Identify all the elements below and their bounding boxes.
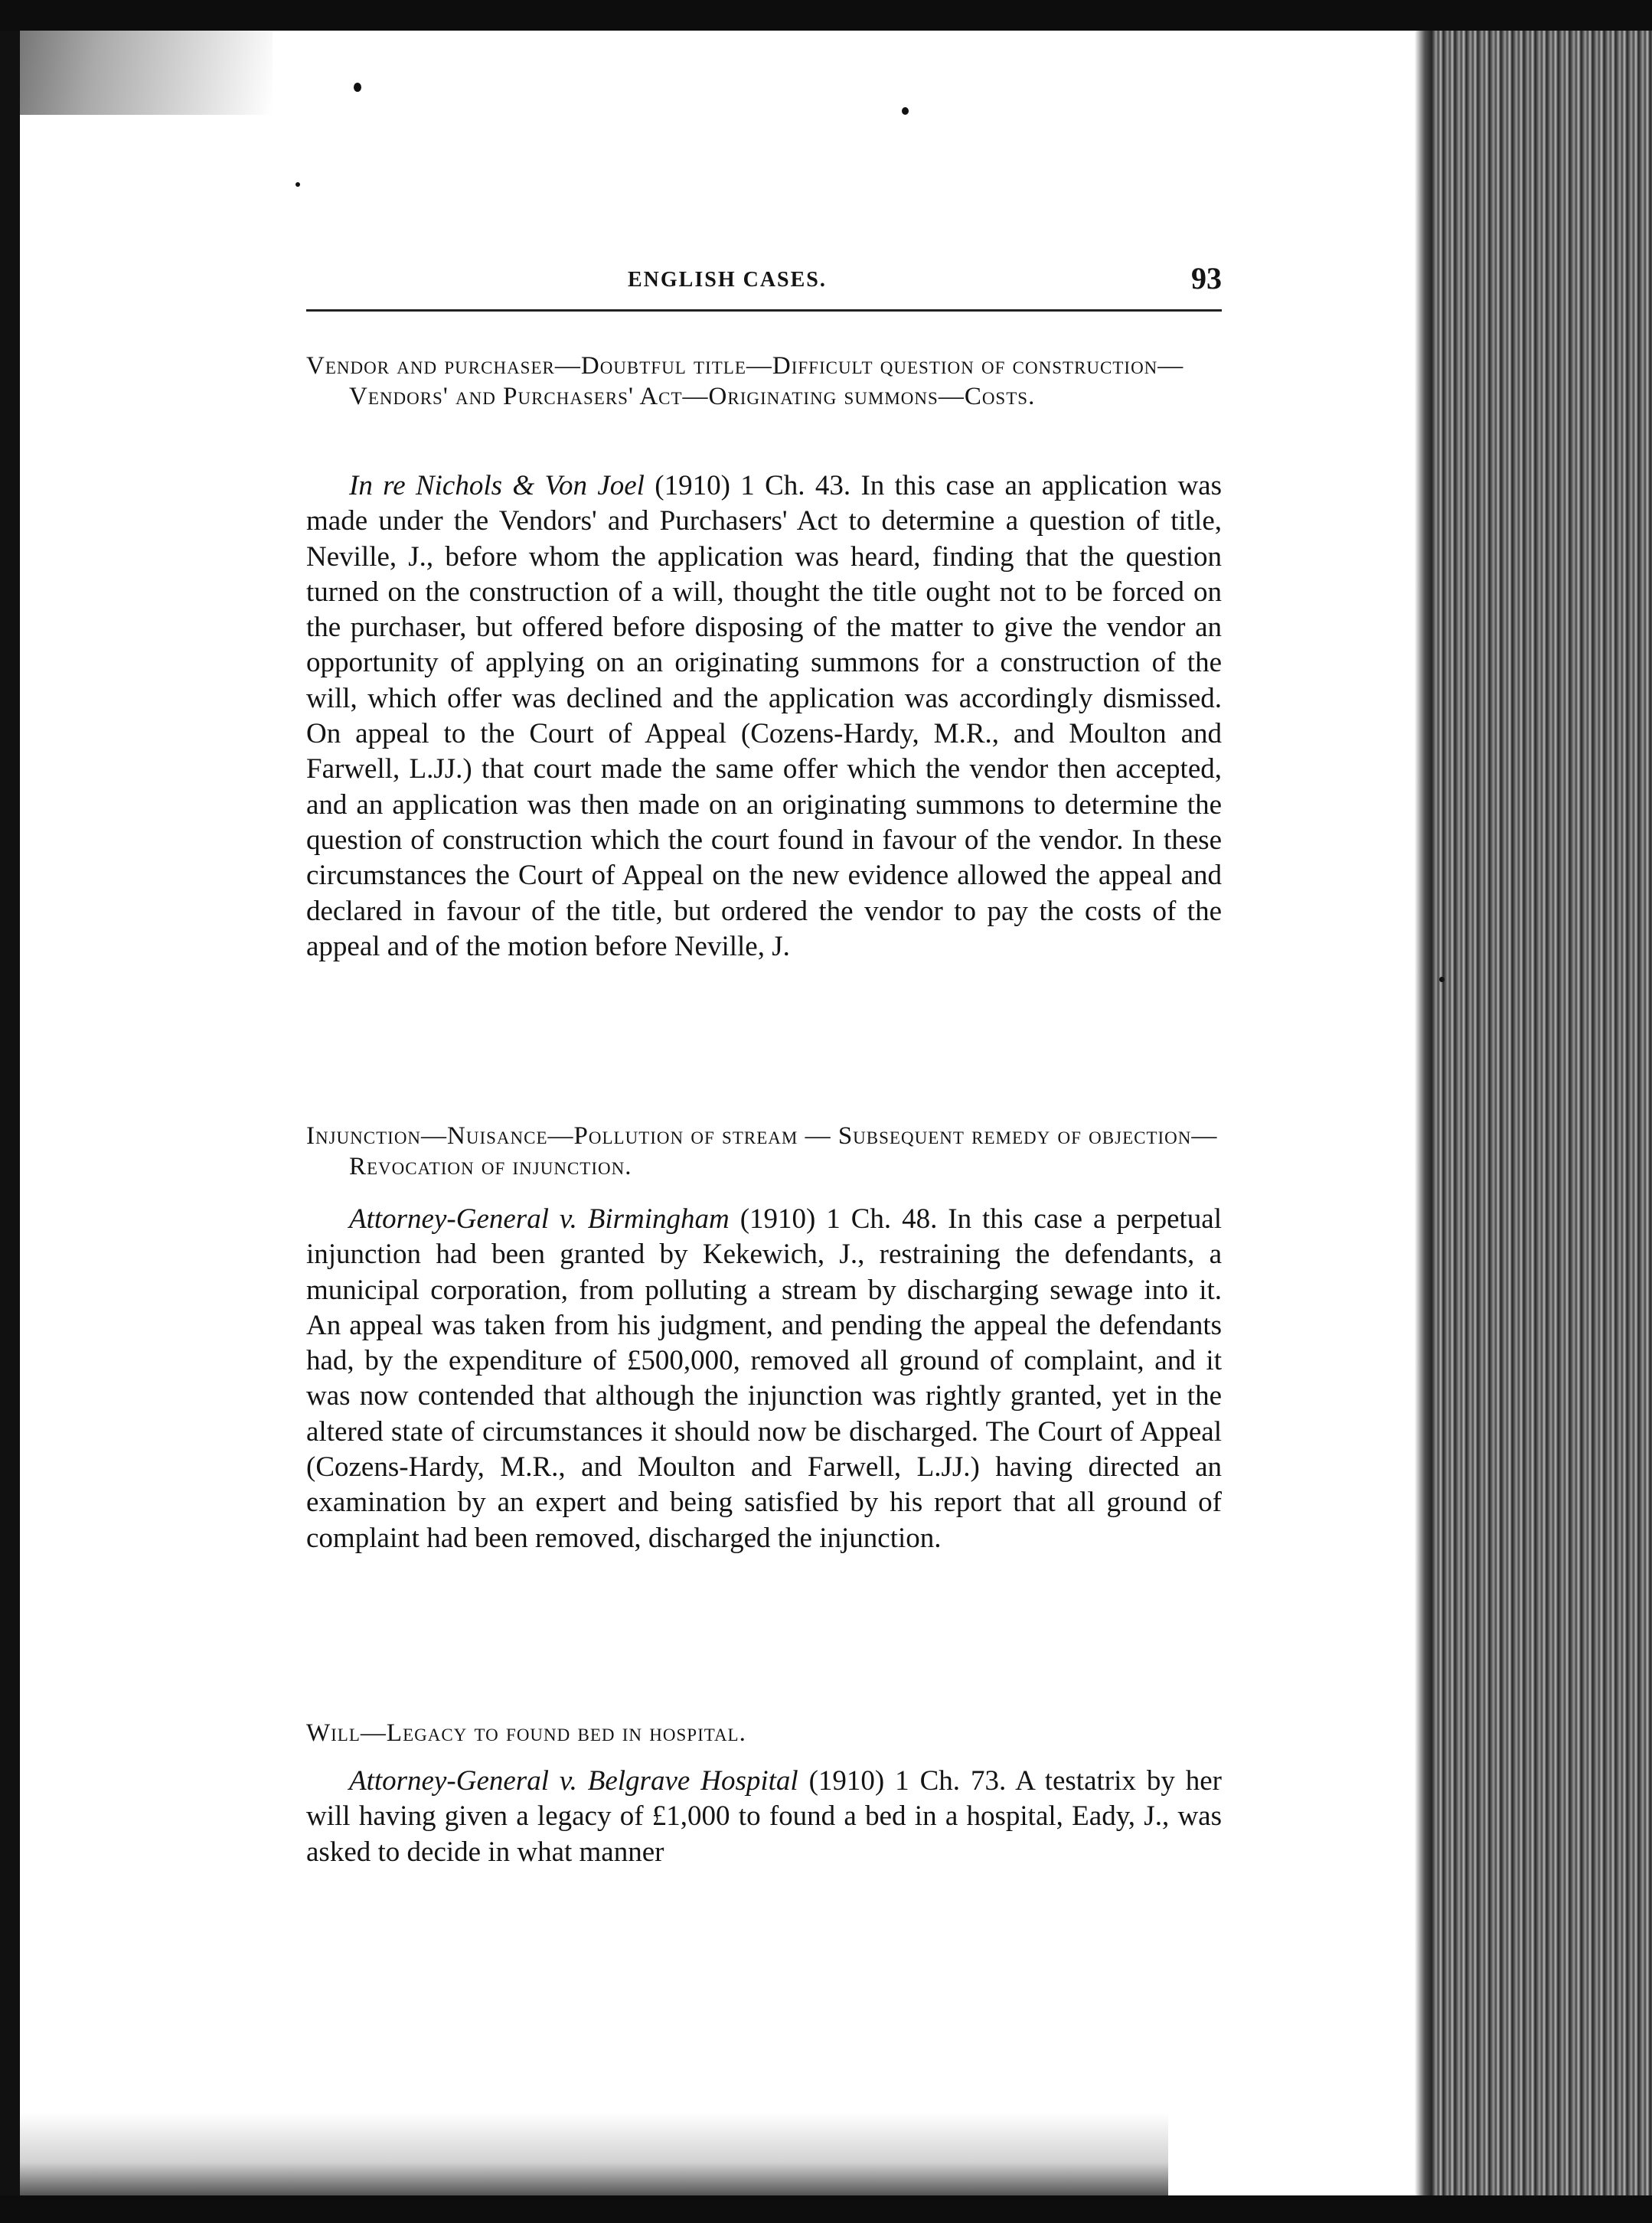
scan-binding-edge [1432, 31, 1652, 2195]
case-text: (1910) 1 Ch. 43. In this case an application was made under the Vendors' and Purchasers' Act to determine a question of title, Neville, J., before whom the application was heard, finding that the question turned on the construction of a will, thought the title ought not to be forced on the purchaser, but offered before disposing of the matter to give the vendor an opportunity of applying on an originating summons for a construction of the will, which offer was declined and the application was accordingly dismissed. On appeal to the Court of Appeal (Cozens-Hardy, M.R., and Moulton and Farwell, L.JJ.) that court made the same offer which the vendor then accepted, and an application was then made on an originating summons to determine the question of construction which the court found in favour of the vendor. In these circumstances the Court of Appeal on the new evidence allowed the appeal and declared in favour of the title, but ordered the vendor to pay the costs of the appeal and of the motion before Neville, J. [306, 470, 1222, 962]
section-heading: Vendor and purchaser—Doubtful title—Difficult question of construction—Vendors' and Purchasers' Act—Originating summons—Costs. [306, 352, 1184, 410]
case-citation: In re Nichols & Von Joel [349, 470, 645, 501]
case-paragraph [306, 1202, 1222, 1556]
section-body [306, 468, 1222, 965]
section-body [306, 1764, 1222, 1870]
scan-speck [1439, 977, 1445, 982]
scan-speck [354, 83, 361, 92]
page-number: 93 [1191, 261, 1222, 295]
running-head [306, 263, 1222, 297]
running-title: ENGLISH CASES. [628, 268, 827, 292]
section-heading: Will—Legacy to found bed in hospital. [306, 1719, 746, 1747]
scan-speck [902, 107, 909, 115]
scan-corner-shadow [20, 31, 273, 115]
section-heading: Injunction—Nuisance—Pollution of stream — Subsequent remedy of objection—Revocation of injunction. [306, 1122, 1218, 1180]
scan-bottom-border [0, 2195, 1652, 2223]
scan-bottom-shadow [20, 2113, 1168, 2195]
section-body [306, 1202, 1222, 1556]
case-paragraph [306, 1764, 1222, 1870]
case-citation: Attorney-General v. Belgrave Hospital [349, 1765, 798, 1797]
scan-top-border [0, 0, 1652, 31]
header-rule [306, 309, 1222, 312]
case-citation: Attorney-General v. Birmingham [349, 1203, 730, 1235]
scan-speck [295, 182, 300, 187]
case-paragraph [306, 468, 1222, 965]
case-text: (1910) 1 Ch. 48. In this case a perpetual injunction had been granted by Kekewich, J., restraining the defendants, a municipal corporation, from polluting a stream by discharging sewage into it. An appeal was taken from his judgment, and pending the appeal the defendants had, by the expenditure of £500,000, removed all ground of complaint, and it was now contended that although the injunction was rightly granted, yet in the altered state of circumstances it should now be discharged. The Court of Appeal (Cozens-Hardy, M.R., and Moulton and Farwell, L.JJ.) having directed an examination by an expert and being satisfied by his report that all ground of complaint had been removed, discharged the injunction. [306, 1203, 1222, 1554]
case-text: (1910) 1 Ch. 73. A testatrix by her will having given a legacy of £1,000 to found a bed in a hospital, Eady, J., was asked to decide in what manner [306, 1765, 1222, 1868]
scan-left-border [0, 31, 20, 2223]
